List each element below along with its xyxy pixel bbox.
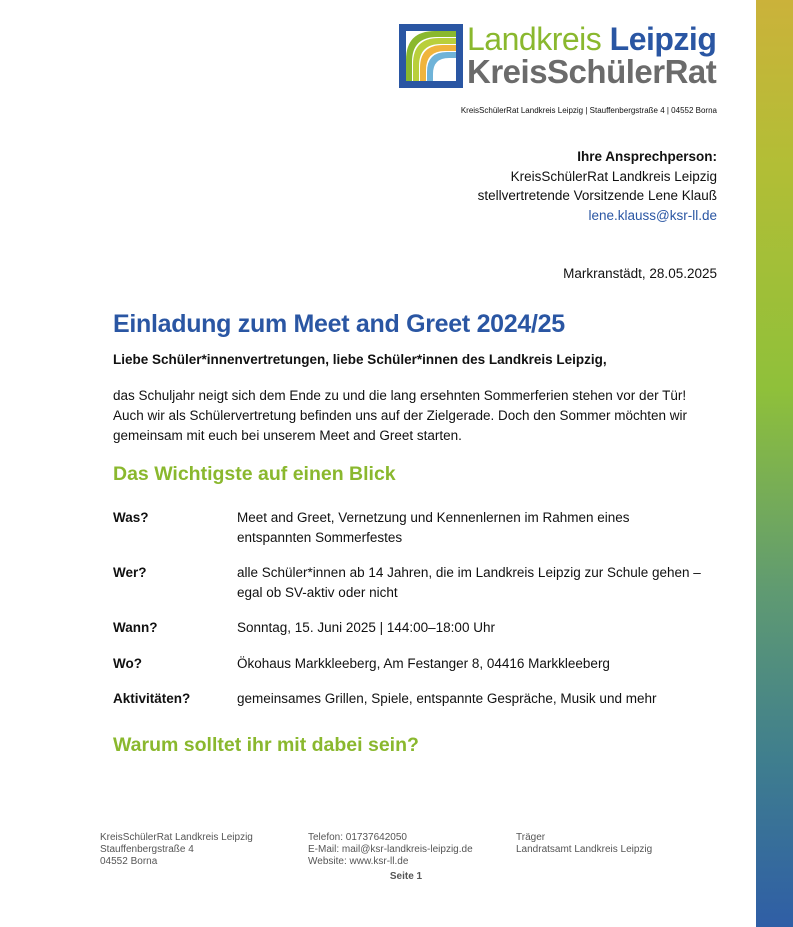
decorative-gradient-bar bbox=[756, 0, 793, 927]
detail-value: Ökohaus Markkleeberg, Am Festanger 8, 04416 Markkleeberg bbox=[237, 656, 610, 671]
contact-heading: Ihre Ansprechperson: bbox=[577, 149, 717, 164]
detail-label: Wann? bbox=[113, 620, 158, 635]
contact-email-link[interactable]: lene.klauss@ksr-ll.de bbox=[588, 207, 717, 223]
detail-label: Wo? bbox=[113, 656, 142, 671]
footer-line: Landratsamt Landkreis Leipzig bbox=[516, 844, 653, 855]
organization-logo bbox=[399, 21, 719, 90]
footer-address bbox=[100, 832, 253, 868]
rainbow-arch-logo-icon bbox=[399, 24, 463, 88]
footer-line: 04552 Borna bbox=[100, 856, 158, 867]
intro-paragraph: das Schuljahr neigt sich dem Ende zu und die lang ersehnten Sommerferien stehen vor der Tür! Auch wir als Schülervertretung befinden uns auf der Zielgerade. Doch den Sommer möchten wir gemeinsam mit euch bei unserem Meet and Greet starten. bbox=[113, 388, 688, 443]
footer-sponsor bbox=[516, 832, 652, 856]
contact-block bbox=[478, 147, 717, 225]
section-heading-why: Warum solltet ihr mit dabei sein? bbox=[113, 734, 419, 756]
detail-value: gemeinsames Grillen, Spiele, entspannte Gespräche, Musik und mehr bbox=[237, 691, 657, 706]
footer-phone: Telefon: 01737642050 bbox=[308, 832, 407, 843]
section-heading-overview: Das Wichtigste auf einen Blick bbox=[113, 463, 396, 485]
footer-line: KreisSchülerRat Landkreis Leipzig bbox=[100, 832, 253, 843]
contact-organization: KreisSchülerRat Landkreis Leipzig bbox=[510, 168, 717, 184]
footer-email[interactable]: E-Mail: mail@ksr-landkreis-leipzig.de bbox=[308, 844, 473, 855]
footer-website[interactable]: Website: www.ksr-ll.de bbox=[308, 856, 409, 867]
page-number: Seite 1 bbox=[389, 871, 423, 882]
detail-label: Aktivitäten? bbox=[113, 691, 191, 706]
logo-word-landkreis: Landkreis bbox=[467, 21, 602, 57]
detail-label: Wer? bbox=[113, 565, 147, 580]
detail-value: Sonntag, 15. Juni 2025 | 144:00–18:00 Uhr bbox=[237, 620, 495, 635]
contact-person: stellvertretende Vorsitzende Lene Klauß bbox=[477, 188, 717, 203]
logo-word-leipzig: Leipzig bbox=[609, 21, 717, 57]
detail-value: alle Schüler*innen ab 14 Jahren, die im Landkreis Leipzig zur Schule gehen – egal ob SV-aktiv oder nicht bbox=[237, 565, 701, 600]
letter-title: Einladung zum Meet and Greet 2024/25 bbox=[113, 310, 565, 338]
salutation: Liebe Schüler*innenvertretungen, liebe Schüler*innen des Landkreis Leipzig, bbox=[113, 352, 607, 367]
detail-label: Was? bbox=[113, 510, 149, 525]
footer-line: Stauffenbergstraße 4 bbox=[100, 844, 194, 855]
logo-wordmark-line1 bbox=[467, 21, 716, 57]
sender-address-line: KreisSchülerRat Landkreis Leipzig | Stauffenbergstraße 4 | 04552 Borna bbox=[460, 106, 717, 115]
letter-date: Markranstädt, 28.05.2025 bbox=[563, 266, 717, 281]
detail-value: Meet and Greet, Vernetzung und Kennenlernen im Rahmen eines entspannten Sommerfestes bbox=[237, 510, 630, 545]
logo-wordmark-line2: KreisSchülerRat bbox=[467, 53, 717, 90]
footer-contact bbox=[308, 832, 473, 868]
footer-line: Träger bbox=[516, 832, 546, 843]
